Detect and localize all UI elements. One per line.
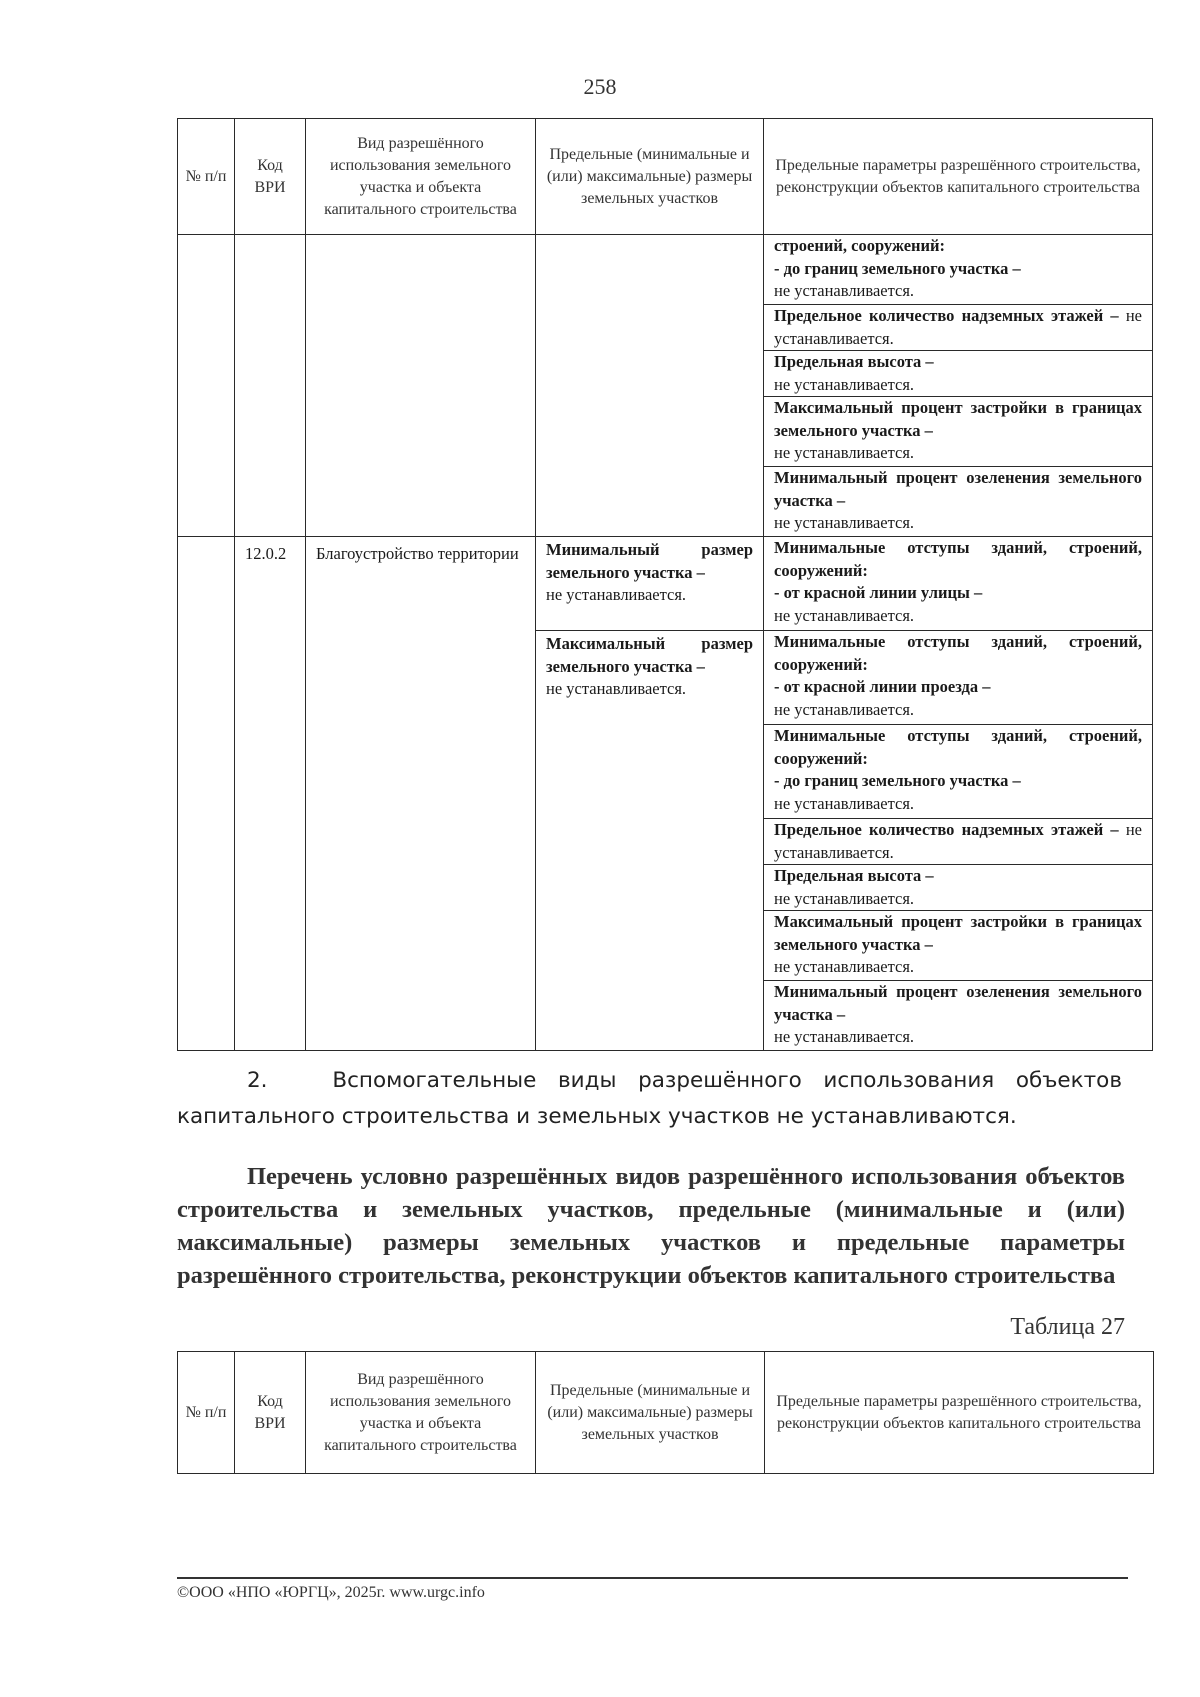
header-code: Код ВРИ [235,1352,306,1474]
code-cell [235,235,306,537]
table-row [178,235,1153,305]
param-cell [764,981,1153,1051]
param-text: Минимальные отступы зданий, строений, сооружений: - до границ земельного участка – не устанавливается. [774,726,1142,813]
param-cell [764,467,1153,537]
header-params: Предельные параметры разрешённого строительства, реконструкции объектов капитального строительства [765,1352,1154,1474]
section-heading [177,1160,1125,1292]
param-cell [764,911,1153,981]
sizes-cell [536,235,764,537]
kind-cell [306,537,536,1051]
param-text: Предельное количество надземных этажей – не устанавливается. [774,820,1142,862]
paragraph-2 [177,1063,1122,1135]
parameters-table [177,118,1153,1051]
param-cell [764,865,1153,911]
param-cell [764,819,1153,865]
code-value: 12.0.2 [245,544,287,563]
param-cell [764,537,1153,631]
max-size-text: Максимальный размер земельного участка – не устанавливается. [546,634,753,698]
header-sizes: Предельные (минимальные и (или) максимальные) размеры земельных участков [536,119,764,235]
param-cell [764,305,1153,351]
param-text: Предельная высота – не устанавливается. [774,352,934,394]
param-text: Минимальный процент озеленения земельного участка – не устанавливается. [774,468,1142,532]
header-params: Предельные параметры разрешённого строительства, реконструкции объектов капитального строительства [764,119,1153,235]
table-header-row [178,119,1153,235]
table-caption: Таблица 27 [1010,1314,1125,1340]
conditional-uses-table [177,1351,1154,1474]
code-cell [235,537,306,1051]
param-cell [764,397,1153,467]
num-cell [178,235,235,537]
header-code: Код ВРИ [235,119,306,235]
param-cell [764,351,1153,397]
kind-value: Благоустройство территории [316,544,519,563]
min-size-text: Минимальный размер земельного участка – не устанавливается. [546,540,753,604]
header-num: № п/п [178,1352,235,1474]
table-header-row [178,1352,1154,1474]
kind-cell [306,235,536,537]
max-size-cell [536,631,764,1051]
page-number: 258 [583,74,617,99]
param-cell [764,631,1153,725]
header-num: № п/п [178,119,235,235]
min-size-cell [536,537,764,631]
param-text: Минимальные отступы зданий, строений, сооружений: - от красной линии проезда – не устанавливается. [774,632,1142,719]
header-kind: Вид разрешённого использования земельного участка и объекта капитального строительства [306,119,536,235]
param-cell [764,235,1153,305]
header-sizes: Предельные (минимальные и (или) максимальные) размеры земельных участков [536,1352,765,1474]
paragraph-number: 2. [247,1068,268,1093]
footer-text: ©ООО «НПО «ЮРГЦ», 2025г. www.urgc.info [177,1584,485,1601]
param-text: строений, сооружений: - до границ земельного участка – не устанавливается. [774,236,1021,300]
header-kind: Вид разрешённого использования земельного участка и объекта капитального строительства [306,1352,536,1474]
param-text: Предельная высота – не устанавливается. [774,866,934,908]
paragraph-text: Вспомогательные виды разрешённого использования объектов капитального строительства и земельных участков не устанавливаются. [177,1068,1122,1129]
footer-rule [177,1577,1128,1579]
param-text: Максимальный процент застройки в границах земельного участка – не устанавливается. [774,398,1142,462]
table-row [178,537,1153,631]
section-heading-text: Перечень условно разрешённых видов разрешённого использования объектов строительства и земельных участков, предельные (минимальные и (или) максимальные) размеры земельных участков и предельные параметры разрешённого строительства, реконструкции объектов капитального строительства [177,1163,1125,1289]
param-text: Минимальные отступы зданий, строений, сооружений: - от красной линии улицы – не устанавливается. [774,538,1142,625]
param-text: Предельное количество надземных этажей – не устанавливается. [774,306,1142,348]
param-text: Минимальный процент озеленения земельного участка – не устанавливается. [774,982,1142,1046]
num-cell [178,537,235,1051]
param-cell [764,725,1153,819]
param-text: Максимальный процент застройки в границах земельного участка – не устанавливается. [774,912,1142,976]
